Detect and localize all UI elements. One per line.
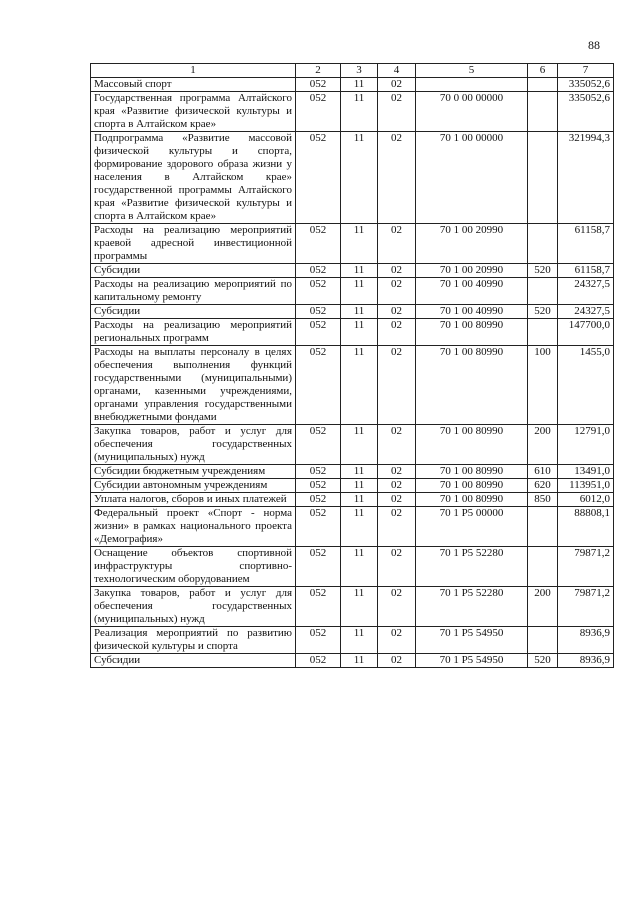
table-row — [91, 92, 614, 132]
expense-type-code: 200 — [528, 425, 558, 465]
subsection-code: 02 — [378, 319, 416, 346]
row-name: Федеральный проект «Спорт - норма жизни» в рамках национального проекта «Демография» — [91, 507, 296, 547]
column-header: 7 — [558, 64, 614, 78]
expense-type-code — [528, 224, 558, 264]
target-article-code: 70 1 00 20990 — [416, 264, 528, 278]
expense-type-code: 620 — [528, 479, 558, 493]
subsection-code: 02 — [378, 654, 416, 668]
table-body — [91, 78, 614, 668]
row-name: Субсидии бюджетным учреждениям — [91, 465, 296, 479]
ministry-code: 052 — [296, 465, 341, 479]
table-row — [91, 587, 614, 627]
amount: 24327,5 — [558, 278, 614, 305]
ministry-code: 052 — [296, 264, 341, 278]
section-code: 11 — [341, 132, 378, 224]
row-name: Государственная программа Алтайского края «Развитие физической культуры и спорта в Алтайском крае» — [91, 92, 296, 132]
amount: 79871,2 — [558, 587, 614, 627]
expense-type-code: 610 — [528, 465, 558, 479]
table-row — [91, 319, 614, 346]
table-row — [91, 627, 614, 654]
subsection-code: 02 — [378, 493, 416, 507]
row-name: Расходы на реализацию мероприятий по капитальному ремонту — [91, 278, 296, 305]
table-row — [91, 654, 614, 668]
expense-type-code: 520 — [528, 264, 558, 278]
section-code: 11 — [341, 92, 378, 132]
row-name: Субсидии — [91, 654, 296, 668]
subsection-code: 02 — [378, 278, 416, 305]
subsection-code: 02 — [378, 132, 416, 224]
ministry-code: 052 — [296, 319, 341, 346]
subsection-code: 02 — [378, 346, 416, 425]
amount: 61158,7 — [558, 224, 614, 264]
section-code: 11 — [341, 465, 378, 479]
ministry-code: 052 — [296, 587, 341, 627]
expense-type-code — [528, 132, 558, 224]
target-article-code: 70 1 00 80990 — [416, 319, 528, 346]
target-article-code: 70 1 00 80990 — [416, 479, 528, 493]
column-header: 4 — [378, 64, 416, 78]
budget-table — [90, 63, 614, 668]
expense-type-code: 100 — [528, 346, 558, 425]
subsection-code: 02 — [378, 425, 416, 465]
amount: 61158,7 — [558, 264, 614, 278]
ministry-code: 052 — [296, 346, 341, 425]
ministry-code: 052 — [296, 92, 341, 132]
target-article-code: 70 1 P5 00000 — [416, 507, 528, 547]
target-article-code: 70 1 00 80990 — [416, 465, 528, 479]
section-code: 11 — [341, 264, 378, 278]
expense-type-code — [528, 547, 558, 587]
target-article-code: 70 1 00 80990 — [416, 425, 528, 465]
row-name: Массовый спорт — [91, 78, 296, 92]
section-code: 11 — [341, 507, 378, 547]
subsection-code: 02 — [378, 305, 416, 319]
section-code: 11 — [341, 627, 378, 654]
section-code: 11 — [341, 479, 378, 493]
target-article-code: 70 1 00 40990 — [416, 305, 528, 319]
expense-type-code — [528, 78, 558, 92]
ministry-code: 052 — [296, 479, 341, 493]
expense-type-code: 520 — [528, 305, 558, 319]
table-row — [91, 346, 614, 425]
target-article-code: 70 1 P5 54950 — [416, 627, 528, 654]
subsection-code: 02 — [378, 587, 416, 627]
subsection-code: 02 — [378, 92, 416, 132]
row-name: Закупка товаров, работ и услуг для обеспечения государственных (муниципальных) нужд — [91, 587, 296, 627]
expense-type-code — [528, 319, 558, 346]
expense-type-code: 520 — [528, 654, 558, 668]
amount: 321994,3 — [558, 132, 614, 224]
target-article-code: 70 1 P5 52280 — [416, 587, 528, 627]
subsection-code: 02 — [378, 507, 416, 547]
expense-type-code — [528, 92, 558, 132]
section-code: 11 — [341, 305, 378, 319]
expense-type-code: 200 — [528, 587, 558, 627]
target-article-code: 70 1 00 40990 — [416, 278, 528, 305]
column-header: 5 — [416, 64, 528, 78]
column-header: 6 — [528, 64, 558, 78]
expense-type-code: 850 — [528, 493, 558, 507]
amount: 1455,0 — [558, 346, 614, 425]
target-article-code: 70 1 P5 54950 — [416, 654, 528, 668]
ministry-code: 052 — [296, 654, 341, 668]
row-name: Расходы на выплаты персоналу в целях обеспечения выполнения функций государственными (муниципальными) органами, казенными учреждениями, органами управления государственными внебюджетными фондами — [91, 346, 296, 425]
amount: 88808,1 — [558, 507, 614, 547]
table-row — [91, 224, 614, 264]
amount: 335052,6 — [558, 78, 614, 92]
target-article-code: 70 1 00 80990 — [416, 493, 528, 507]
section-code: 11 — [341, 654, 378, 668]
amount: 113951,0 — [558, 479, 614, 493]
column-header: 1 — [91, 64, 296, 78]
amount: 79871,2 — [558, 547, 614, 587]
ministry-code: 052 — [296, 224, 341, 264]
ministry-code: 052 — [296, 78, 341, 92]
amount: 24327,5 — [558, 305, 614, 319]
subsection-code: 02 — [378, 547, 416, 587]
table-row — [91, 465, 614, 479]
row-name: Уплата налогов, сборов и иных платежей — [91, 493, 296, 507]
amount: 8936,9 — [558, 627, 614, 654]
subsection-code: 02 — [378, 224, 416, 264]
expense-type-code — [528, 278, 558, 305]
expense-type-code — [528, 507, 558, 547]
amount: 12791,0 — [558, 425, 614, 465]
ministry-code: 052 — [296, 278, 341, 305]
section-code: 11 — [341, 587, 378, 627]
section-code: 11 — [341, 346, 378, 425]
ministry-code: 052 — [296, 305, 341, 319]
table-row — [91, 479, 614, 493]
table-row — [91, 78, 614, 92]
section-code: 11 — [341, 224, 378, 264]
subsection-code: 02 — [378, 479, 416, 493]
target-article-code: 70 1 00 80990 — [416, 346, 528, 425]
ministry-code: 052 — [296, 425, 341, 465]
ministry-code: 052 — [296, 493, 341, 507]
section-code: 11 — [341, 493, 378, 507]
target-article-code: 70 0 00 00000 — [416, 92, 528, 132]
table-row — [91, 305, 614, 319]
row-name: Подпрограмма «Развитие массовой физической культуры и спорта, формирование здорового образа жизни у населения в Алтайском крае» государственной программы Алтайского края «Развитие физической культуры и спорта в Алтайском крае» — [91, 132, 296, 224]
subsection-code: 02 — [378, 264, 416, 278]
row-name: Оснащение объектов спортивной инфраструктуры спортивно-технологическим оборудованием — [91, 547, 296, 587]
target-article-code — [416, 78, 528, 92]
ministry-code: 052 — [296, 507, 341, 547]
target-article-code: 70 1 00 00000 — [416, 132, 528, 224]
table-row — [91, 507, 614, 547]
section-code: 11 — [341, 547, 378, 587]
section-code: 11 — [341, 425, 378, 465]
row-name: Реализация мероприятий по развитию физической культуры и спорта — [91, 627, 296, 654]
target-article-code: 70 1 00 20990 — [416, 224, 528, 264]
table-row — [91, 493, 614, 507]
table-row — [91, 425, 614, 465]
ministry-code: 052 — [296, 132, 341, 224]
column-header: 3 — [341, 64, 378, 78]
table-row — [91, 547, 614, 587]
row-name: Субсидии — [91, 264, 296, 278]
table-row — [91, 132, 614, 224]
row-name: Расходы на реализацию мероприятий региональных программ — [91, 319, 296, 346]
section-code: 11 — [341, 78, 378, 92]
row-name: Субсидии автономным учреждениям — [91, 479, 296, 493]
section-code: 11 — [341, 278, 378, 305]
table-row — [91, 278, 614, 305]
page-number: 88 — [588, 38, 600, 52]
table-row — [91, 264, 614, 278]
column-header: 2 — [296, 64, 341, 78]
ministry-code: 052 — [296, 627, 341, 654]
row-name: Закупка товаров, работ и услуг для обеспечения государственных (муниципальных) нужд — [91, 425, 296, 465]
amount: 335052,6 — [558, 92, 614, 132]
subsection-code: 02 — [378, 465, 416, 479]
ministry-code: 052 — [296, 547, 341, 587]
header-row — [91, 64, 614, 78]
row-name: Субсидии — [91, 305, 296, 319]
section-code: 11 — [341, 319, 378, 346]
row-name: Расходы на реализацию мероприятий краевой адресной инвестиционной программы — [91, 224, 296, 264]
amount: 8936,9 — [558, 654, 614, 668]
expense-type-code — [528, 627, 558, 654]
target-article-code: 70 1 P5 52280 — [416, 547, 528, 587]
amount: 13491,0 — [558, 465, 614, 479]
amount: 147700,0 — [558, 319, 614, 346]
amount: 6012,0 — [558, 493, 614, 507]
subsection-code: 02 — [378, 78, 416, 92]
subsection-code: 02 — [378, 627, 416, 654]
